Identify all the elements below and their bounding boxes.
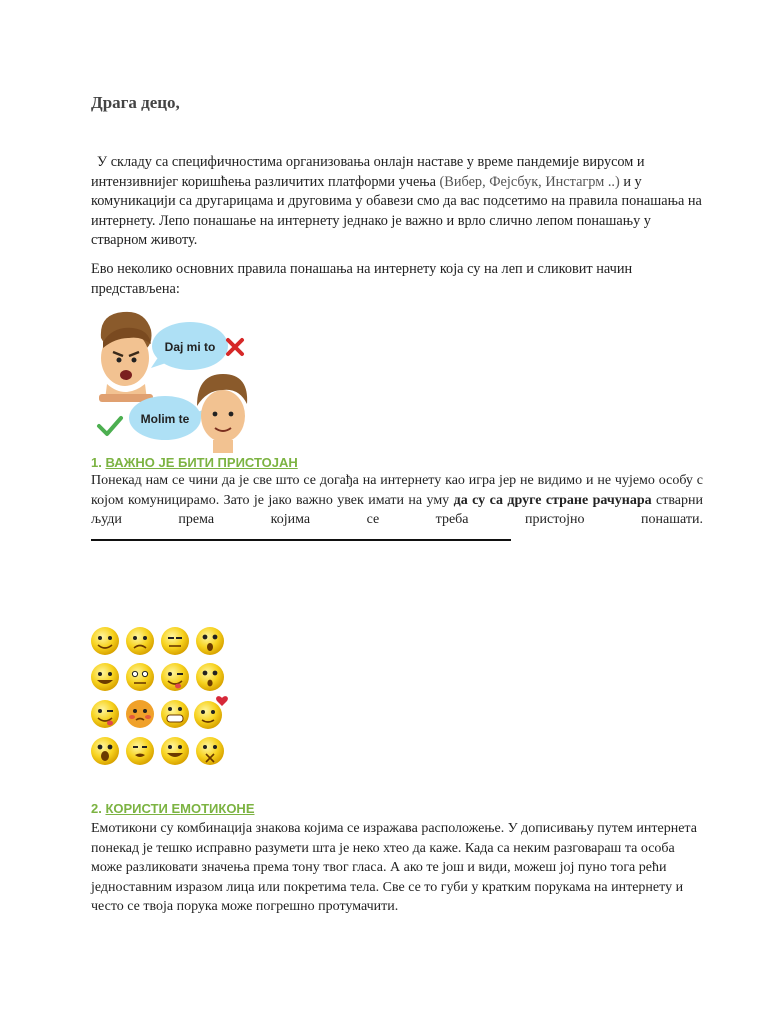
speech-bubble-icon: [151, 322, 228, 370]
emoticon-icon: [196, 627, 224, 655]
horizontal-rule: [91, 539, 511, 541]
emoticon-icon: [126, 627, 154, 655]
speech-bubble-icon: [129, 396, 209, 440]
bubble-good-text: Molim te: [140, 412, 190, 426]
emoticon-icon: [126, 737, 154, 765]
rule2-heading: [91, 801, 255, 816]
emoticon-icon: [196, 663, 224, 691]
intro-paragraph: [91, 153, 703, 251]
rule1-number: 1.: [91, 455, 102, 470]
emoticon-icon: [161, 737, 189, 765]
rule2-paragraph: Емотикони су комбинација знакова којима се изражава расположење. У дописивању путем интернета понекад је тешко исправно разумети шта је неко хтео да каже. Када са неким разговараш та особа може разликовати значења према тону твог гласа. А ако те још и види, можеш јој пуно тога рећи једноставним изразом лица или покретима тела. Све се то губи у кратким порукама на интернету и често се твоја порука може погрешно протумачити.: [91, 821, 697, 914]
rule2-number: 2.: [91, 801, 102, 816]
intro-text-part1: У складу са специфичностима организовања онлајн наставе у време пандемије вирусом и интензивнијег коришћења различитих платформи учења: [91, 154, 645, 190]
emoticon-icon: [126, 700, 154, 728]
rule1-title: ВАЖНО ЈЕ БИТИ ПРИСТОЈАН: [105, 455, 298, 470]
emoticon-icon: [194, 696, 228, 729]
emoticon-icon: [91, 700, 119, 728]
red-cross-icon: [228, 340, 242, 354]
greeting-heading: Драга децо,: [91, 93, 180, 112]
emoticon-icon: [161, 700, 189, 728]
platforms-text: (Вибер, Фејсбук, Инстагрм ..): [439, 173, 620, 190]
emoticon-icon: [91, 737, 119, 765]
emoticon-icon: [91, 663, 119, 691]
rule1-text-a: Понекад нам се чини да је све што се догађа на интернету као игра јер не видимо и не чујемо особу с којом комуницирамо. Зато је јако важно увек имати на уму: [91, 473, 703, 508]
emoticon-grid: [88, 624, 230, 770]
emoticon-icon: [161, 627, 189, 655]
emoticon-icon: [161, 663, 189, 691]
intro-text-part2: и у комуникацији са другарицама и друговима у обавези смо да вас подсетимо на правила понашања на интернету. Лепо понашање на интернету једнако је важно и врло слично лепом понашању у стварном животу.: [91, 173, 702, 248]
rule1-text-b: стварни људи према којима се треба пристојно понашати.: [91, 492, 703, 527]
emoticon-icon: [196, 737, 224, 765]
rule1-heading: [91, 455, 298, 470]
politeness-illustration: [93, 308, 253, 453]
emoticon-icon: [126, 663, 154, 691]
rule1-text-bold: да су са друге стране рачунара: [453, 492, 652, 508]
green-check-icon: [99, 418, 121, 434]
bubble-bad-text: Daj mi to: [164, 340, 216, 354]
rules-intro-paragraph: Ево неколико основних правила понашања на интернету која су на леп и сликовит начин представљена:: [91, 261, 633, 297]
rule2-title: КОРИСТИ ЕМОТИКОНЕ: [105, 801, 255, 816]
smiling-boy-icon: [197, 374, 247, 453]
angry-boy-icon: [99, 312, 153, 402]
emoticon-icon: [91, 627, 119, 655]
rule1-paragraph: [91, 471, 703, 530]
